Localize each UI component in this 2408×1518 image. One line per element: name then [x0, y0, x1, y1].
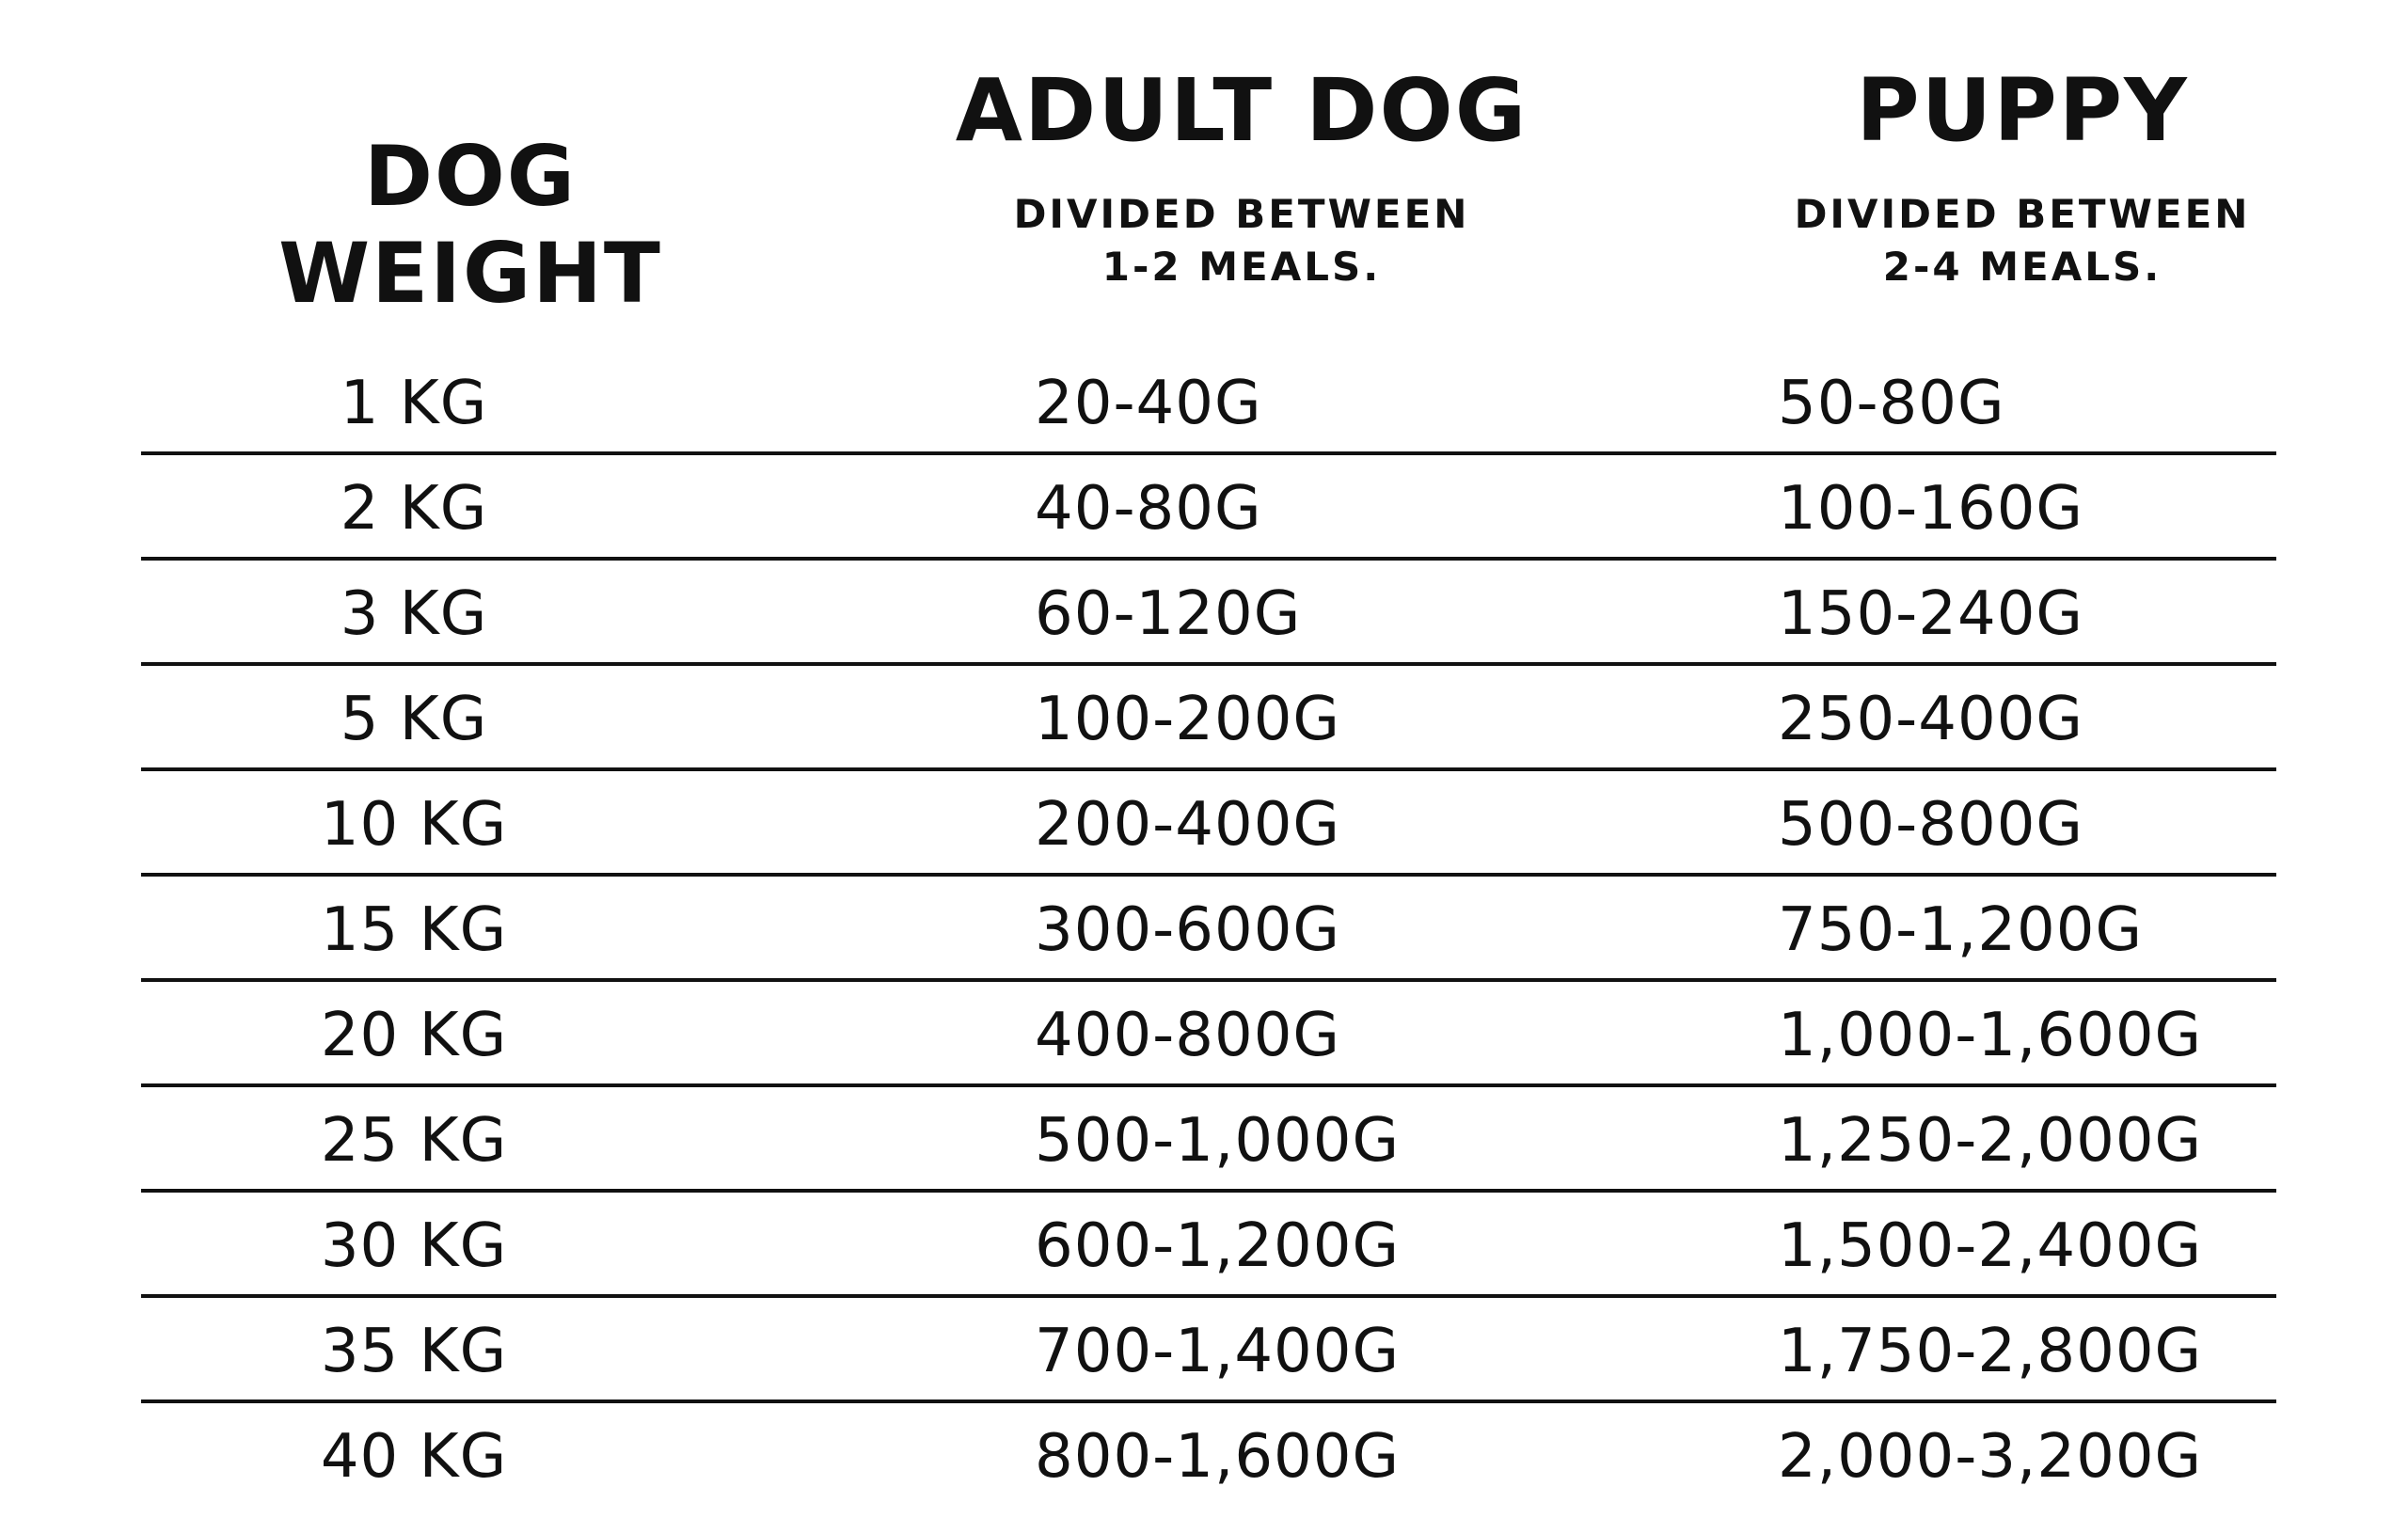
weight-cell: 10 KG: [320, 790, 508, 860]
table-row: [141, 350, 2276, 455]
header-dog-weight: DOG WEIGHT: [278, 128, 662, 322]
puppy-amount-cell: 1,250-2,000G: [1778, 1106, 2203, 1176]
subheader-puppy: [1721, 188, 2323, 293]
subheader-puppy-line-1: DIVIDED BETWEEN: [1794, 191, 2251, 237]
puppy-amount-cell: 250-400G: [1778, 685, 2083, 754]
puppy-amount-cell: 500-800G: [1778, 790, 2083, 860]
puppy-amount-cell: 50-80G: [1778, 369, 2005, 438]
weight-cell: 2 KG: [340, 474, 488, 544]
subheader-adult: [941, 188, 1543, 293]
table-row: [141, 666, 2276, 771]
adult-amount-cell: 100-200G: [1035, 685, 1340, 754]
table-row: [141, 455, 2276, 561]
adult-amount-cell: 800-1,600G: [1035, 1422, 1401, 1492]
feeding-table: [141, 350, 2276, 1505]
table-row: [141, 1193, 2276, 1298]
table-row: [141, 1298, 2276, 1403]
subheader-adult-line-1: DIVIDED BETWEEN: [1013, 191, 1470, 237]
puppy-amount-cell: 1,500-2,400G: [1778, 1211, 2203, 1281]
weight-cell: 25 KG: [320, 1106, 508, 1176]
adult-amount-cell: 60-120G: [1035, 579, 1302, 649]
adult-amount-cell: 600-1,200G: [1035, 1211, 1401, 1281]
adult-amount-cell: 500-1,000G: [1035, 1106, 1401, 1176]
table-row: [141, 771, 2276, 877]
adult-amount-cell: 300-600G: [1035, 895, 1340, 965]
weight-cell: 1 KG: [340, 369, 488, 438]
weight-cell: 5 KG: [340, 685, 488, 754]
table-row: [141, 982, 2276, 1087]
puppy-amount-cell: 150-240G: [1778, 579, 2083, 649]
adult-amount-cell: 700-1,400G: [1035, 1317, 1401, 1386]
weight-cell: 40 KG: [320, 1422, 508, 1492]
adult-amount-cell: 400-800G: [1035, 1001, 1340, 1070]
table-row: [141, 1403, 2276, 1505]
subheader-puppy-line-2: 2-4 MEALS.: [1882, 244, 2162, 290]
table-row: [141, 1087, 2276, 1193]
adult-amount-cell: 200-400G: [1035, 790, 1340, 860]
subheader-adult-line-2: 1-2 MEALS.: [1101, 244, 1382, 290]
header-adult-dog: ADULT DOG: [955, 60, 1529, 161]
weight-cell: 35 KG: [320, 1317, 508, 1386]
adult-amount-cell: 20-40G: [1035, 369, 1262, 438]
table-row: [141, 561, 2276, 666]
header-puppy: PUPPY: [1856, 60, 2189, 161]
weight-cell: 15 KG: [320, 895, 508, 965]
puppy-amount-cell: 100-160G: [1778, 474, 2083, 544]
weight-cell: 20 KG: [320, 1001, 508, 1070]
puppy-amount-cell: 750-1,200G: [1778, 895, 2144, 965]
adult-amount-cell: 40-80G: [1035, 474, 1262, 544]
puppy-amount-cell: 1,750-2,800G: [1778, 1317, 2203, 1386]
weight-cell: 30 KG: [320, 1211, 508, 1281]
weight-cell: 3 KG: [340, 579, 488, 649]
table-row: [141, 877, 2276, 982]
puppy-amount-cell: 1,000-1,600G: [1778, 1001, 2203, 1070]
puppy-amount-cell: 2,000-3,200G: [1778, 1422, 2203, 1492]
